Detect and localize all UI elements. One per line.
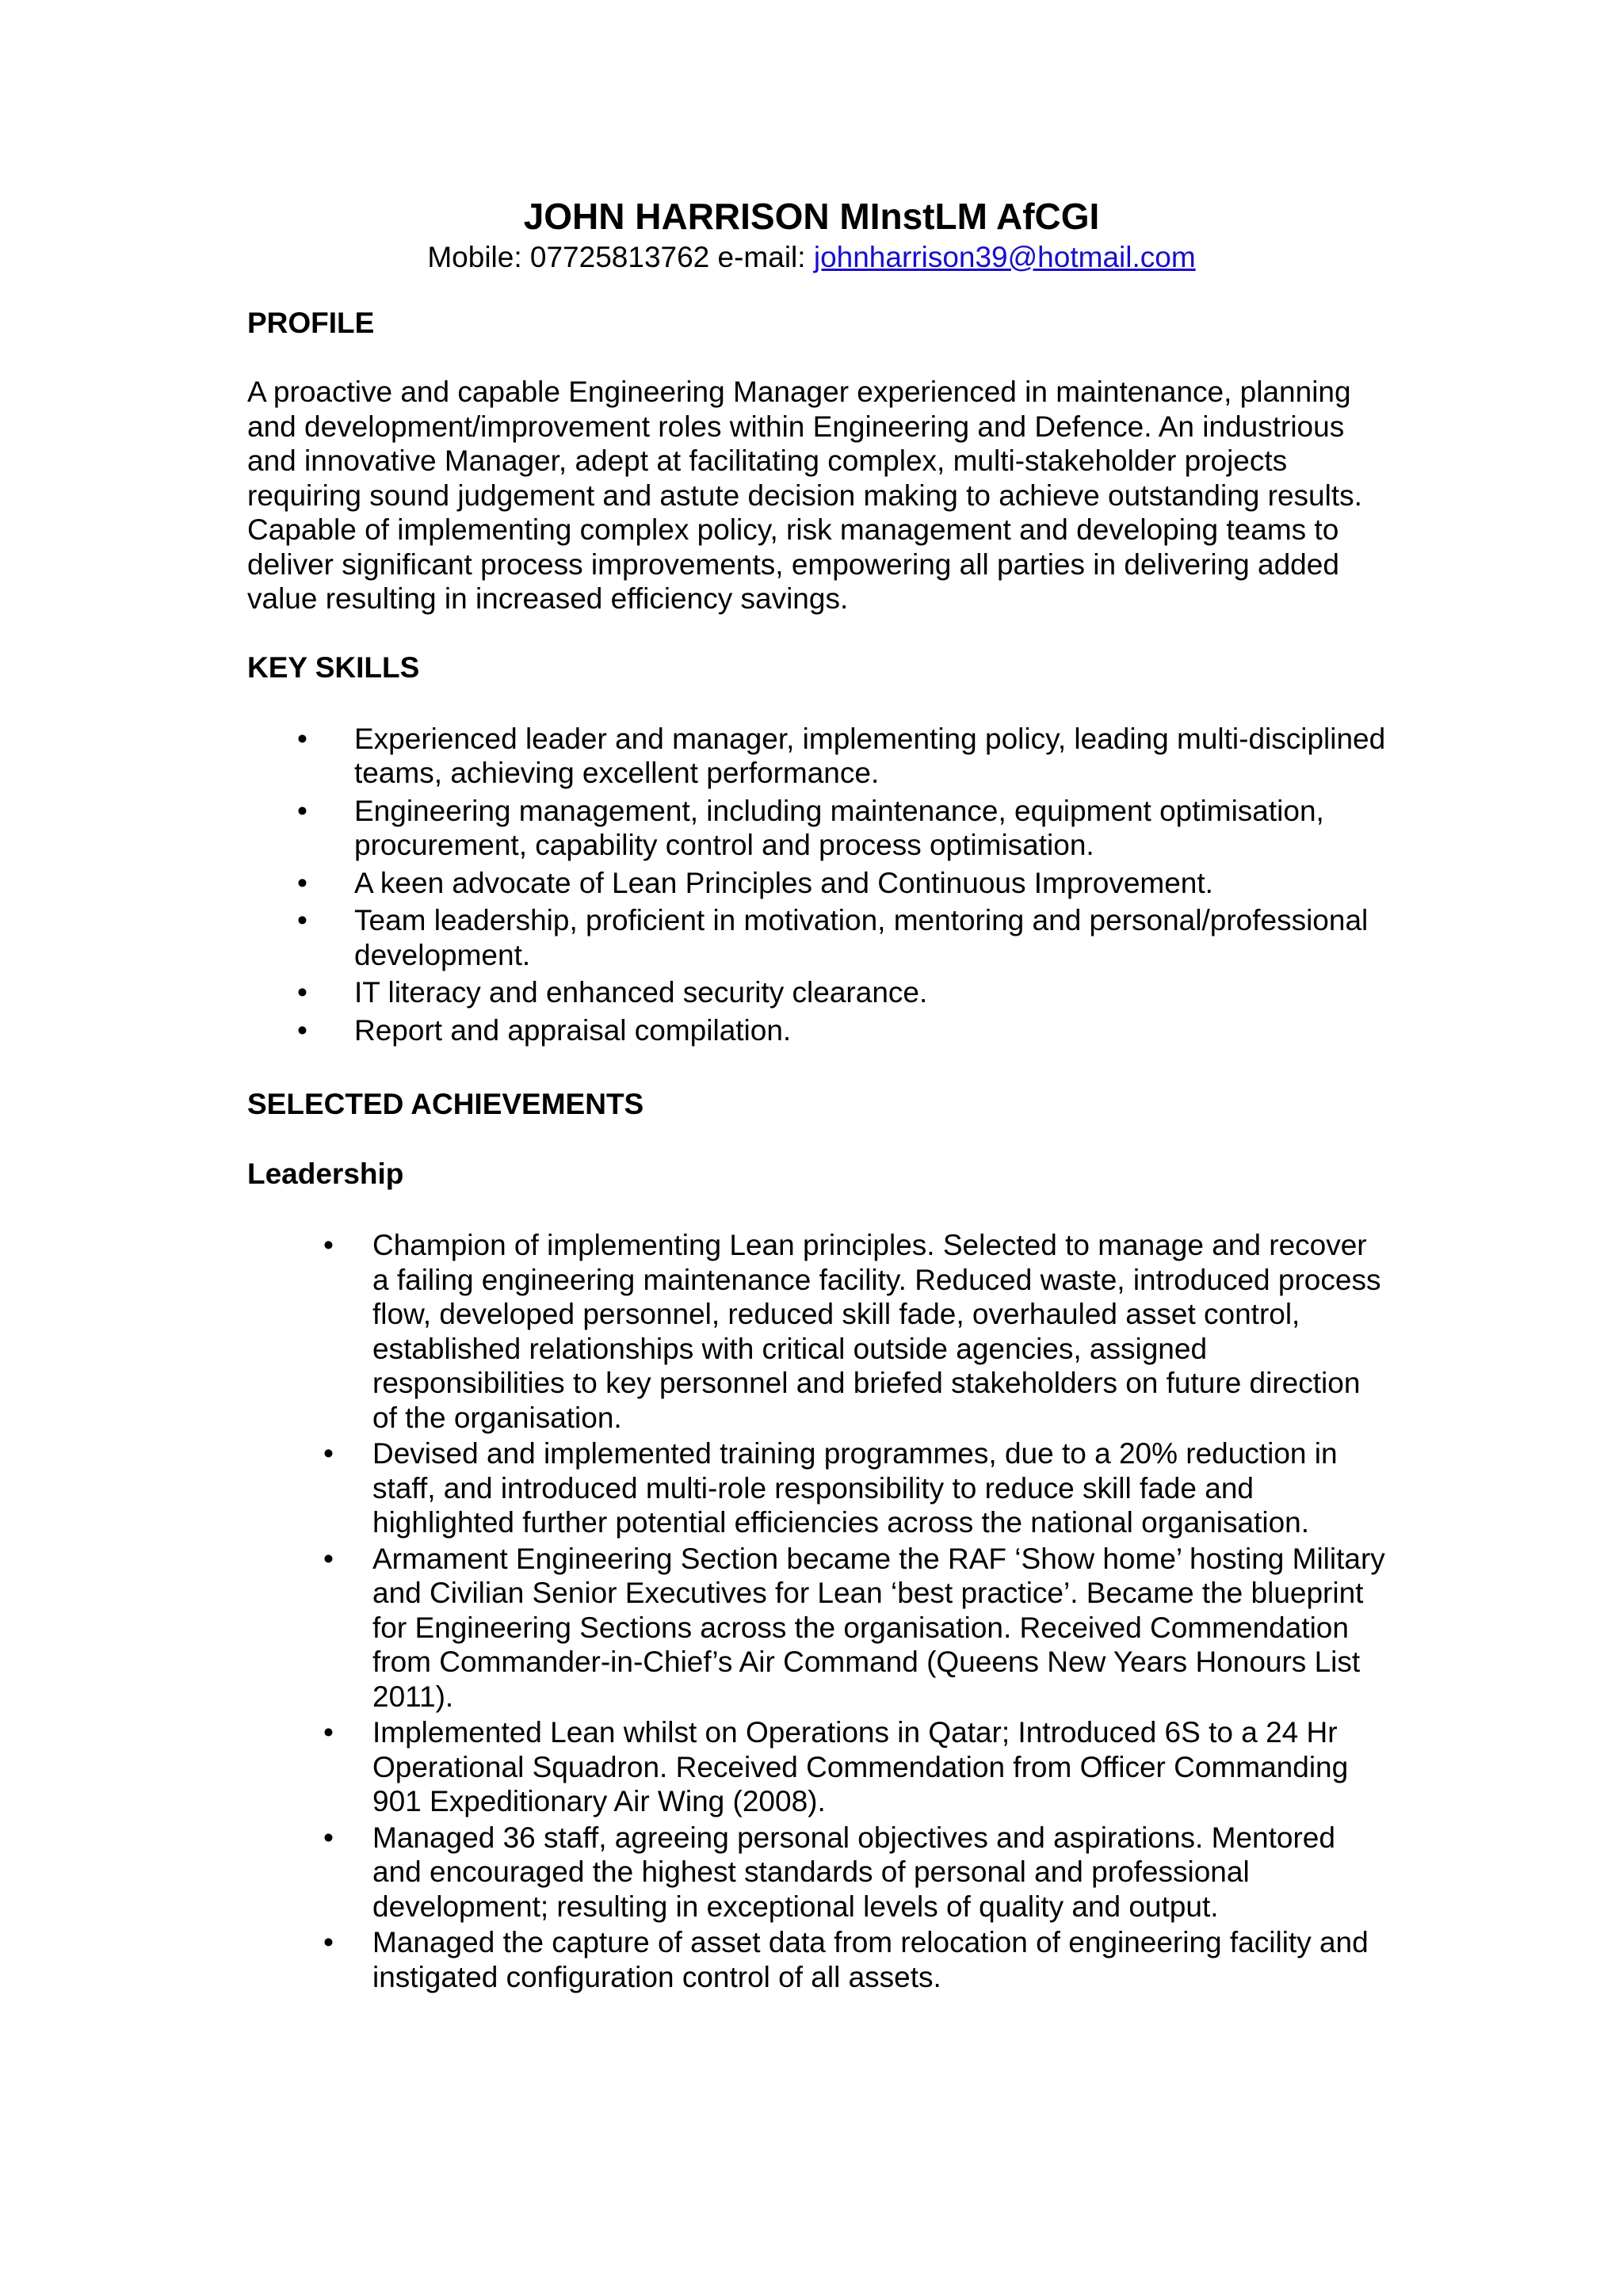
contact-line <box>0 239 1623 276</box>
list-item: • Managed the capture of asset data from relocation of engineering facility and instigated configuration control of all assets. <box>372 1925 1388 1994</box>
list-item: • Implemented Lean whilst on Operations in Qatar; Introduced 6S to a 24 Hr Operational Squadron. Received Commendation from Officer Commanding 901 Expeditionary Air Wing (2008). <box>372 1715 1388 1819</box>
candidate-name: JOHN HARRISON MInstLM AfCGI <box>523 196 1100 237</box>
achievements-list <box>247 1228 1388 1994</box>
contact-phone: Mobile: 07725813762 e-mail: <box>427 241 814 273</box>
list-item: • IT literacy and enhanced security clearance. <box>354 975 1388 1010</box>
profile-heading: PROFILE <box>247 307 375 339</box>
list-item: • Team leadership, proficient in motivation, mentoring and personal/professional development. <box>354 903 1388 972</box>
list-item: • A keen advocate of Lean Principles and Continuous Improvement. <box>354 866 1388 901</box>
email-link[interactable]: johnharrison39@hotmail.com <box>813 241 1196 273</box>
achievements-heading: SELECTED ACHIEVEMENTS <box>247 1088 644 1120</box>
list-item: • Engineering management, including maintenance, equipment optimisation, procurement, capability control and process optimisation. <box>354 794 1388 863</box>
profile-text: A proactive and capable Engineering Manager experienced in maintenance, planning and development/improvement roles within Engineering and Defence. An industrious and innovative Manager, adept at facilitating complex, multi-stakeholder projects requiring sound judgement and astute decision making to achieve outstanding results. Capable of implementing complex policy, risk management and developing teams to deliver significant process improvements, empowering all parties in delivering added value resulting in increased efficiency savings. <box>247 376 1362 615</box>
leadership-subheading: Leadership <box>247 1158 404 1190</box>
list-item: • Champion of implementing Lean principles. Selected to manage and recover a failing engineering maintenance facility. Reduced waste, introduced process flow, developed personnel, reduced skill fade, overhauled asset control, established relationships with critical outside agencies, assigned responsibilities to key personnel and briefed stakeholders on future direction of the organisation. <box>372 1228 1388 1435</box>
list-item: • Managed 36 staff, agreeing personal objectives and aspirations. Mentored and encouraged the highest standards of personal and professional development; resulting in exceptional levels of quality and output. <box>372 1821 1388 1924</box>
list-item: • Experienced leader and manager, implementing policy, leading multi-disciplined teams, achieving excellent performance. <box>354 722 1388 791</box>
list-item: • Devised and implemented training programmes, due to a 20% reduction in staff, and introduced multi-role responsibility to reduce skill fade and highlighted further potential efficiencies across the national organisation. <box>372 1436 1388 1540</box>
list-item: • Armament Engineering Section became the RAF ‘Show home’ hosting Military and Civilian Senior Executives for Lean ‘best practice’. Became the blueprint for Engineering Sections across the organisation. Received Commendation from Commander-in-Chief’s Air Command (Queens New Years Honours List 2011). <box>372 1542 1388 1714</box>
list-item: • Report and appraisal compilation. <box>354 1013 1388 1048</box>
key-skills-list <box>247 722 1388 1048</box>
cv-body <box>247 306 1388 1996</box>
cv-header <box>0 193 1623 276</box>
key-skills-heading: KEY SKILLS <box>247 650 420 684</box>
